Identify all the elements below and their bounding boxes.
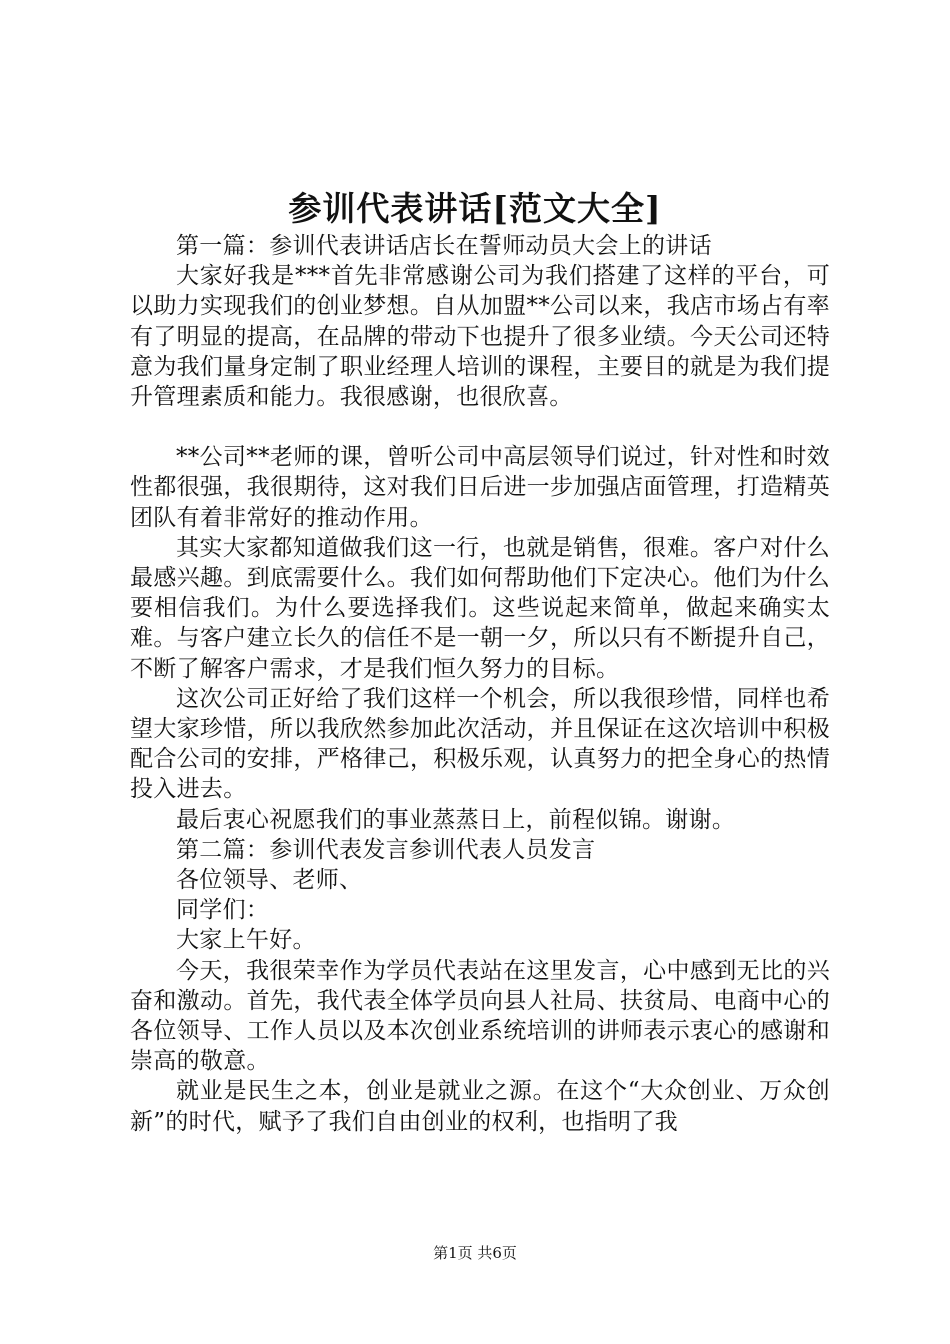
paragraph: **公司**老师的课，曾听公司中高层领导们说过，针对性和时效性都很强，我很期待，这对我们日后进一步加强店面管理，打造精英团队有着非常好的推动作用。 (130, 444, 830, 531)
paragraph: 今天，我很荣幸作为学员代表站在这里发言，心中感到无比的兴奋和激动。首先，我代表全体学员向县人社局、扶贫局、电商中心的各位领导、工作人员以及本次创业系统培训的讲师表示衷心的感谢和崇高的敬意。 (130, 957, 830, 1075)
document-body (130, 231, 830, 1137)
paragraph: 这次公司正好给了我们这样一个机会，所以我很珍惜，同样也希望大家珍惜，所以我欣然参加此次活动，并且保证在这次培训中积极配合公司的安排，严格律己，积极乐观，认真努力的把全身心的热情投入进去。 (130, 685, 830, 803)
paragraph: 同学们： (176, 897, 270, 924)
page-footer: 第1页 共6页 (433, 1244, 517, 1262)
paragraph: 各位领导、老师、 (176, 867, 363, 894)
document-title: 参训代表讲话[范文大全] (288, 189, 662, 228)
paragraph: 最后衷心祝愿我们的事业蒸蒸日上，前程似锦。谢谢。 (176, 806, 736, 833)
paragraph: 大家上午好。 (176, 927, 316, 954)
paragraph: 大家好我是***首先非常感谢公司为我们搭建了这样的平台，可以助力实现我们的创业梦想。自从加盟**公司以来，我店市场占有率有了明显的提高，在品牌的带动下也提升了很多业绩。今天公司还特意为我们量身定制了职业经理人培训的课程，主要目的就是为我们提升管理素质和能力。我很感谢，也很欣喜。 (130, 263, 830, 411)
paragraph: 其实大家都知道做我们这一行，也就是销售，很难。客户对什么最感兴趣。到底需要什么。我们如何帮助他们下定决心。他们为什么要相信我们。为什么要选择我们。这些说起来简单，做起来确实太难。与客户建立长久的信任不是一朝一夕，所以只有不断提升自己，不断了解客户需求，才是我们恒久努力的目标。 (130, 534, 830, 682)
section-heading: 第二篇：参训代表发言参训代表人员发言 (176, 836, 596, 863)
section-heading: 第一篇：参训代表讲话店长在誓师动员大会上的讲话 (176, 233, 712, 259)
paragraph: 就业是民生之本，创业是就业之源。在这个“大众创业、万众创新”的时代，赋予了我们自由创业的权利，也指明了我 (130, 1078, 830, 1135)
